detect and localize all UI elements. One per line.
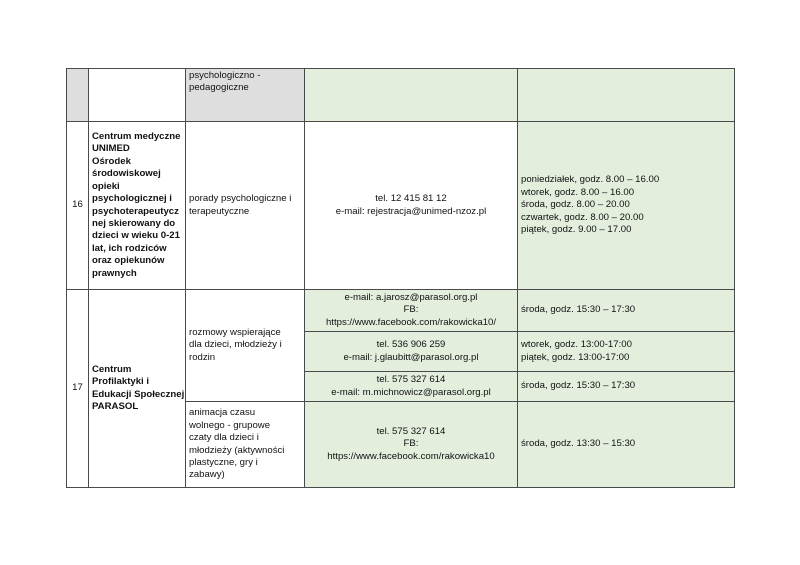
service-text: wolnego - grupowe bbox=[189, 419, 271, 431]
institution-name-line: oraz opiekunów bbox=[92, 255, 165, 267]
phone-text: tel. 536 906 259 bbox=[376, 339, 446, 351]
table-row bbox=[67, 69, 735, 122]
email-text: e-mail: rejestracja@unimed-nzoz.pl bbox=[335, 205, 487, 217]
service-text: pedagogiczne bbox=[189, 82, 249, 94]
fb-label: FB: bbox=[403, 438, 419, 450]
service-text: młodzieży (aktywności bbox=[189, 444, 285, 456]
row-number-cell: 16 bbox=[67, 122, 89, 290]
table-row bbox=[67, 290, 735, 332]
service-cell bbox=[186, 69, 305, 122]
hours-cell bbox=[518, 122, 735, 290]
hours-line: czwartek, godz. 8.00 – 20.00 bbox=[521, 211, 644, 223]
row-number-cell bbox=[67, 69, 89, 122]
hours-line: poniedziałek, godz. 8.00 – 16.00 bbox=[521, 174, 660, 186]
hours-line: wtorek, godz. 8.00 – 16.00 bbox=[521, 186, 635, 198]
fb-link[interactable]: https://www.facebook.com/rakowicka10/ bbox=[325, 316, 497, 328]
institution-name-line: Centrum bbox=[92, 363, 132, 375]
hours-line: wtorek, godz. 13:00-17:00 bbox=[521, 339, 632, 351]
service-text: dla dzieci, młodzieży i bbox=[189, 339, 282, 351]
institution-name-line: psychologicznej i bbox=[92, 193, 172, 205]
service-text: terapeutyczne bbox=[189, 205, 250, 217]
contact-cell bbox=[305, 372, 518, 402]
hours-line: środa, godz. 15:30 – 17:30 bbox=[521, 380, 636, 392]
service-text: czaty dla dzieci i bbox=[189, 432, 259, 444]
contact-cell bbox=[305, 122, 518, 290]
service-cell bbox=[186, 122, 305, 290]
hours-line: środa, godz. 8.00 – 20.00 bbox=[521, 199, 630, 211]
hours-line: środa, godz. 15:30 – 17:30 bbox=[521, 304, 636, 316]
phone-text: tel. 575 327 614 bbox=[376, 374, 446, 386]
fb-link[interactable]: https://www.facebook.com/rakowicka10 bbox=[327, 450, 495, 462]
contact-cell bbox=[305, 332, 518, 372]
hours-line: środa, godz. 13:30 – 15:30 bbox=[521, 438, 636, 450]
institution-name-cell bbox=[89, 290, 186, 488]
service-text: plastyczne, gry i bbox=[189, 456, 258, 468]
institution-name-line: UNIMED bbox=[92, 143, 130, 155]
institution-name-cell bbox=[89, 69, 186, 122]
hours-line: piątek, godz. 13:00-17:00 bbox=[521, 351, 630, 363]
institution-name-line: Profilaktyki i bbox=[92, 376, 150, 388]
hours-cell bbox=[518, 332, 735, 372]
email-text: e-mail: m.michnowicz@parasol.org.pl bbox=[331, 386, 491, 398]
row-number-cell: 17 bbox=[67, 290, 89, 488]
service-text: psychologiczno - bbox=[189, 70, 261, 81]
contact-cell bbox=[305, 69, 518, 122]
services-table bbox=[66, 68, 735, 488]
institution-name-line: psychoterapeutycz bbox=[92, 205, 179, 217]
institution-name-cell bbox=[89, 122, 186, 290]
table-row bbox=[67, 122, 735, 290]
service-text: rozmowy wspierające bbox=[189, 326, 281, 338]
service-cell bbox=[186, 290, 305, 402]
service-text: porady psychologiczne i bbox=[189, 193, 292, 205]
service-text: animacja czasu bbox=[189, 407, 256, 419]
institution-name-line: nej skierowany do bbox=[92, 217, 176, 229]
institution-name-line: dzieci w wieku 0-21 bbox=[92, 230, 180, 242]
hours-cell bbox=[518, 372, 735, 402]
hours-cell bbox=[518, 69, 735, 122]
fb-label: FB: bbox=[403, 304, 419, 316]
service-text: zabawy) bbox=[189, 469, 225, 481]
phone-text: tel. 575 327 614 bbox=[376, 425, 446, 437]
contact-cell bbox=[305, 402, 518, 488]
institution-name-line: lat, ich rodziców bbox=[92, 242, 167, 254]
email-text: e-mail: a.jarosz@parasol.org.pl bbox=[344, 291, 478, 303]
email-text: e-mail: j.glaubitt@parasol.org.pl bbox=[343, 351, 479, 363]
institution-name-line: PARASOL bbox=[92, 400, 139, 412]
hours-line: piątek, godz. 9.00 – 17.00 bbox=[521, 224, 632, 236]
phone-text: tel. 12 415 81 12 bbox=[375, 193, 447, 205]
institution-name-line: Centrum medyczne bbox=[92, 131, 181, 143]
institution-name-line: opieki bbox=[92, 180, 120, 192]
service-text: rodzin bbox=[189, 351, 216, 363]
hours-cell bbox=[518, 290, 735, 332]
contact-cell bbox=[305, 290, 518, 332]
institution-name-line: Ośrodek bbox=[92, 155, 131, 167]
hours-cell bbox=[518, 402, 735, 488]
institution-name-line: prawnych bbox=[92, 267, 137, 279]
institution-name-line: środowiskowej bbox=[92, 168, 161, 180]
service-cell bbox=[186, 402, 305, 488]
institution-name-line: Edukacji Społecznej bbox=[92, 388, 185, 400]
